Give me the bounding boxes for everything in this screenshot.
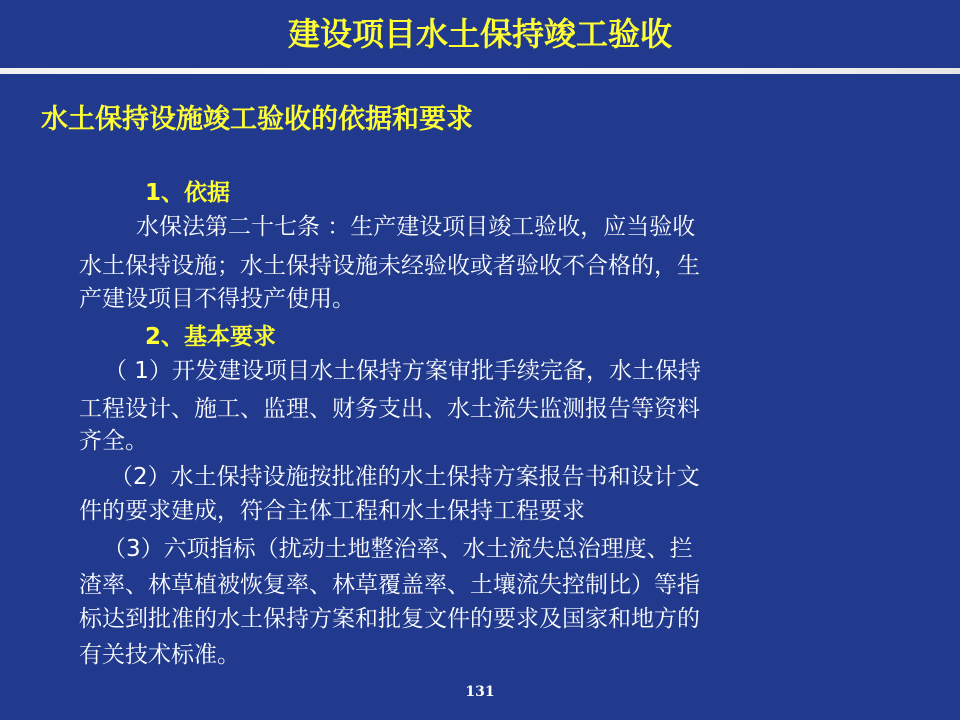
section-heading-requirements: 2、基本要求 <box>145 324 277 350</box>
body-line: 标达到批准的水土保持方案和批复文件的要求及国家和地方的 <box>79 606 700 632</box>
title-divider <box>0 68 960 74</box>
slide-subtitle: 水土保持设施竣工验收的依据和要求 <box>41 104 473 135</box>
body-line: 水保法第二十七条 ：生产建设项目竣工验收，应当验收 <box>136 214 696 240</box>
section-heading-basis: 1、依据 <box>145 180 231 206</box>
body-line: 水土保持设施；水土保持设施未经验收或者验收不合格的，生 <box>79 253 700 279</box>
body-line: 件的要求建成，符合主体工程和水土保持工程要求 <box>79 498 585 524</box>
body-line: 齐全。 <box>79 428 148 454</box>
slide-title: 建设项目水土保持竣工验收 <box>287 15 672 53</box>
body-line: 渣率、林草植被恢复率、林草覆盖率、土壤流失控制比）等指 <box>79 572 700 598</box>
body-line: 有关技术标准。 <box>79 642 240 668</box>
body-line: 产建设项目不得投产使用。 <box>79 286 355 312</box>
body-line: 工程设计、施工、监理、财务支出、水土流失监测报告等资料 <box>79 396 700 422</box>
body-line: （2）水土保持设施按批准的水土保持方案报告书和设计文 <box>110 464 700 490</box>
body-line: （ 1）开发建设项目水土保持方案审批手续完备，水土保持 <box>104 358 701 384</box>
body-line: （3）六项指标（扰动土地整治率、水土流失总治理度、拦 <box>103 536 693 562</box>
page-number: 131 <box>465 684 495 700</box>
